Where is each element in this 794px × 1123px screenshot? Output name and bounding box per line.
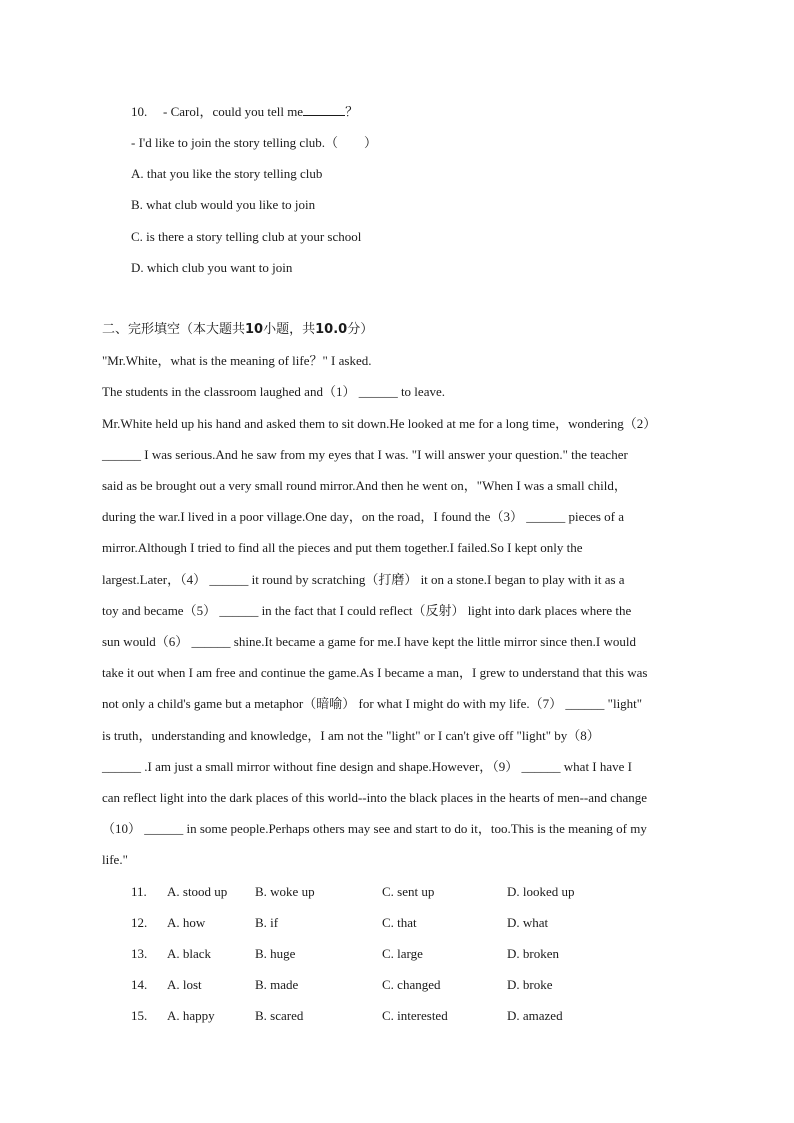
passage-line: largest.Later，（4） ______ it round by scratching（打磨） it on a stone.I began to play with it as a — [102, 572, 625, 587]
choice-c: C. sent up — [382, 884, 435, 899]
passage-line: take it out when I am free and continue the game.As I became a man，I grew to understand that this was — [102, 665, 648, 680]
choice-row-15 — [131, 1007, 691, 1025]
choice-d: D. amazed — [507, 1008, 563, 1023]
choice-d: D. what — [507, 915, 549, 930]
passage-line: can reflect light into the dark places of this world--into the black places in the hearts of men--and change — [102, 790, 648, 805]
section-title — [102, 321, 373, 339]
passage-line: life." — [102, 852, 128, 867]
section-question-count: 10 — [245, 322, 264, 337]
choice-d: D. broke — [507, 977, 553, 992]
passage-line: "Mr.White，what is the meaning of life？" I asked. — [102, 353, 372, 368]
choice-a: A. how — [167, 915, 206, 930]
choice-d: D. looked up — [507, 884, 575, 899]
option-d: D. which club you want to join — [131, 260, 293, 275]
choice-c: C. large — [382, 946, 423, 961]
choice-a: A. black — [167, 946, 212, 961]
choice-c: C. interested — [382, 1008, 448, 1023]
passage-line: not only a child's game but a metaphor（暗喻） for what I might do with my life.（7） ______ "light" — [102, 696, 643, 711]
option-a: A. that you like the story telling club — [131, 166, 323, 181]
choice-d: D. broken — [507, 946, 559, 961]
passage-line: （10） ______ in some people.Perhaps others may see and start to do it，too.This is the meaning of my — [102, 821, 647, 836]
option-b: B. what club would you like to join — [131, 197, 316, 212]
choice-number: 14. — [131, 977, 148, 992]
choice-number: 13. — [131, 946, 148, 961]
answer-blank — [303, 103, 345, 116]
choice-row-14 — [131, 976, 691, 994]
section-title-prefix: 二、完形填空（本大题共 — [102, 322, 246, 337]
passage-line: is truth，understanding and knowledge，I am not the "light" or I can't give off "light" by（8） — [102, 728, 600, 743]
passage-line: sun would（6） ______ shine.It became a game for me.I have kept the little mirror since then.I would — [102, 634, 636, 649]
choice-row-11 — [131, 883, 691, 901]
question-number: 10. — [131, 104, 148, 119]
passage-line: during the war.I lived in a poor village.One day，on the road，I found the（3） ______ pieces of a — [102, 509, 625, 524]
passage-line: said as be brought out a very small round mirror.And then he went on，"When I was a small child， — [102, 478, 627, 493]
choice-number: 11. — [131, 884, 147, 899]
section-title-mid: 小题，共 — [263, 322, 316, 337]
choice-row-13 — [131, 945, 691, 963]
choice-c: C. changed — [382, 977, 441, 992]
choice-c: C. that — [382, 915, 417, 930]
passage-line: Mr.White held up his hand and asked them to sit down.He looked at me for a long time，wondering（2） — [102, 416, 657, 431]
choice-a: A. stood up — [167, 884, 228, 899]
section-title-suffix: 分） — [347, 322, 374, 337]
choice-row-12 — [131, 914, 691, 932]
choice-b: B. woke up — [255, 884, 315, 899]
choice-a: A. happy — [167, 1008, 215, 1023]
choice-b: B. made — [255, 977, 299, 992]
section-score: 10.0 — [315, 322, 348, 337]
choice-a: A. lost — [167, 977, 202, 992]
choice-number: 15. — [131, 1008, 148, 1023]
question-text: - Carol，could you tell me — [163, 104, 304, 119]
question-10-stem — [131, 103, 358, 121]
passage-line: ______ I was serious.And he saw from my eyes that I was. "I will answer your question." the teacher — [102, 447, 628, 462]
passage-line: toy and became（5） ______ in the fact that I could reflect（反射） light into dark places where the — [102, 603, 632, 618]
question-mark: ？ — [345, 104, 359, 119]
passage-line: The students in the classroom laughed and（1） ______ to leave. — [102, 384, 445, 399]
option-c: C. is there a story telling club at your school — [131, 229, 362, 244]
passage-line: ______ .I am just a small mirror without fine design and shape.However，（9） ______ what I have I — [102, 759, 632, 774]
passage-line: mirror.Although I tried to find all the pieces and put them together.I failed.So I kept only the — [102, 540, 583, 555]
choice-b: B. huge — [255, 946, 296, 961]
choice-number: 12. — [131, 915, 148, 930]
choice-b: B. scared — [255, 1008, 304, 1023]
question-10-reply: - I'd like to join the story telling club.（ ） — [131, 135, 378, 150]
choice-b: B. if — [255, 915, 279, 930]
